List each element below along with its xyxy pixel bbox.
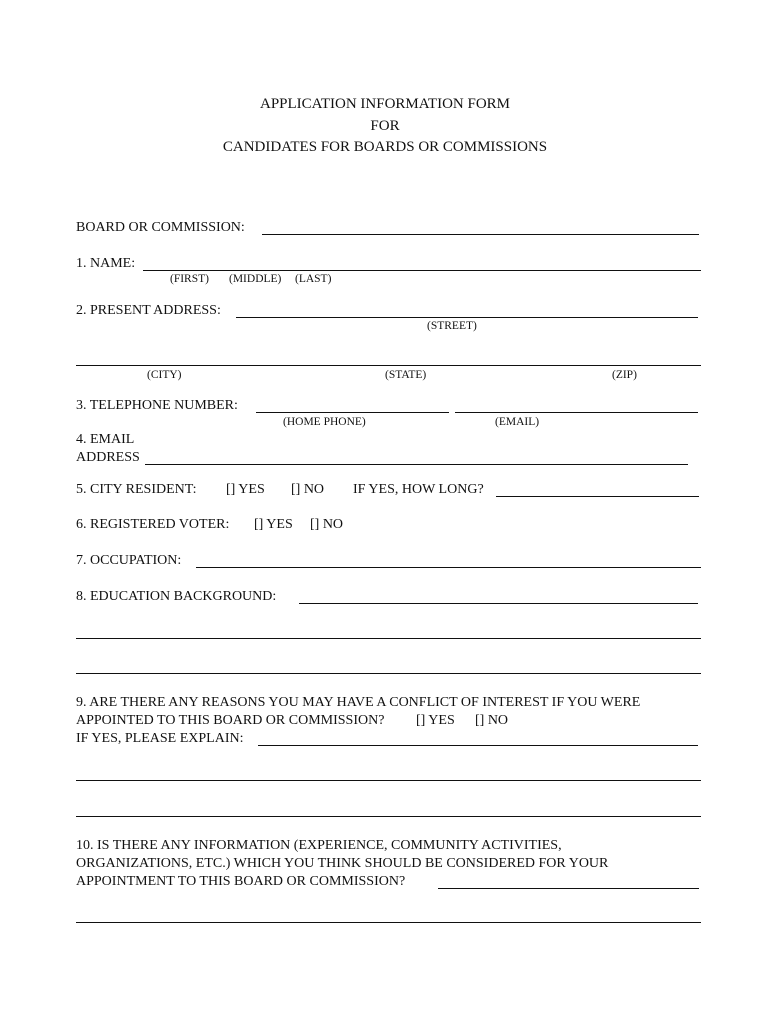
street-underline [236, 317, 698, 318]
occupation-label: 7. OCCUPATION: [76, 553, 182, 568]
occupation-underline [196, 567, 701, 568]
registered-voter-yes-checkbox[interactable]: [] YES [254, 517, 293, 532]
conflict-explain-label: IF YES, PLEASE EXPLAIN: [76, 731, 244, 746]
telephone-label: 3. TELEPHONE NUMBER: [76, 398, 238, 413]
street-field[interactable] [238, 301, 696, 317]
city-caption: (CITY) [147, 369, 182, 381]
state-caption: (STATE) [385, 369, 427, 381]
conflict-no-checkbox[interactable]: [] NO [475, 713, 509, 728]
home-phone-field[interactable] [258, 396, 447, 412]
form-title-line-2: FOR [370, 118, 400, 134]
city-state-zip-underline [76, 365, 701, 366]
street-caption: (STREET) [427, 320, 477, 332]
board-label: BOARD OR COMMISSION: [76, 220, 245, 235]
occupation-field[interactable] [198, 551, 699, 567]
city-resident-label: 5. CITY RESIDENT: [76, 482, 197, 497]
additional-question-line-3: APPOINTMENT TO THIS BOARD OR COMMISSION? [76, 874, 406, 889]
conflict-explain-underline [258, 745, 698, 746]
education-field[interactable] [301, 587, 696, 603]
form-title-line-3: CANDIDATES FOR BOARDS OR COMMISSIONS [222, 139, 548, 155]
email-label-line-2: ADDRESS [76, 450, 140, 465]
additional-question-line-1: 10. IS THERE ANY INFORMATION (EXPERIENCE, COMMUNITY ACTIVITIES, [76, 838, 562, 853]
how-long-label: IF YES, HOW LONG? [353, 482, 484, 497]
city-resident-no-checkbox[interactable]: [] NO [291, 482, 325, 497]
conflict-explain-field[interactable] [260, 729, 696, 745]
city-resident-yes-checkbox[interactable]: [] YES [226, 482, 265, 497]
form-title-line-1: APPLICATION INFORMATION FORM [259, 96, 511, 112]
home-phone-caption: (HOME PHONE) [283, 416, 366, 428]
email-underline [145, 464, 688, 465]
registered-voter-no-checkbox[interactable]: [] NO [310, 517, 344, 532]
email-label-line-1: 4. EMAIL [76, 432, 135, 447]
education-line-3[interactable] [76, 673, 701, 674]
name-middle-caption: (MIDDLE) [229, 273, 282, 285]
name-underline [143, 270, 701, 271]
conflict-line-3[interactable] [76, 816, 701, 817]
email-field[interactable] [147, 448, 686, 464]
conflict-yes-checkbox[interactable]: [] YES [416, 713, 455, 728]
telephone-email-field[interactable] [457, 396, 696, 412]
telephone-email-underline [455, 412, 698, 413]
education-label: 8. EDUCATION BACKGROUND: [76, 589, 277, 604]
conflict-question-line-1: 9. ARE THERE ANY REASONS YOU MAY HAVE A CONFLICT OF INTEREST IF YOU WERE [76, 695, 641, 710]
conflict-line-2[interactable] [76, 780, 701, 781]
conflict-question-line-2: APPOINTED TO THIS BOARD OR COMMISSION? [76, 713, 385, 728]
how-long-underline [496, 496, 699, 497]
name-label: 1. NAME: [76, 256, 136, 271]
how-long-field[interactable] [498, 480, 697, 496]
name-field[interactable] [145, 254, 699, 270]
address-label: 2. PRESENT ADDRESS: [76, 303, 221, 318]
education-underline [299, 603, 698, 604]
telephone-email-caption: (EMAIL) [495, 416, 540, 428]
additional-underline [438, 888, 699, 889]
registered-voter-label: 6. REGISTERED VOTER: [76, 517, 230, 532]
additional-field[interactable] [440, 872, 697, 888]
home-phone-underline [256, 412, 449, 413]
name-last-caption: (LAST) [295, 273, 332, 285]
education-line-2[interactable] [76, 638, 701, 639]
board-underline [262, 234, 699, 235]
name-first-caption: (FIRST) [170, 273, 209, 285]
zip-caption: (ZIP) [612, 369, 637, 381]
board-field[interactable] [264, 218, 697, 234]
city-state-zip-field[interactable] [78, 349, 699, 365]
additional-line-2[interactable] [76, 922, 701, 923]
additional-question-line-2: ORGANIZATIONS, ETC.) WHICH YOU THINK SHOULD BE CONSIDERED FOR YOUR [76, 856, 609, 871]
